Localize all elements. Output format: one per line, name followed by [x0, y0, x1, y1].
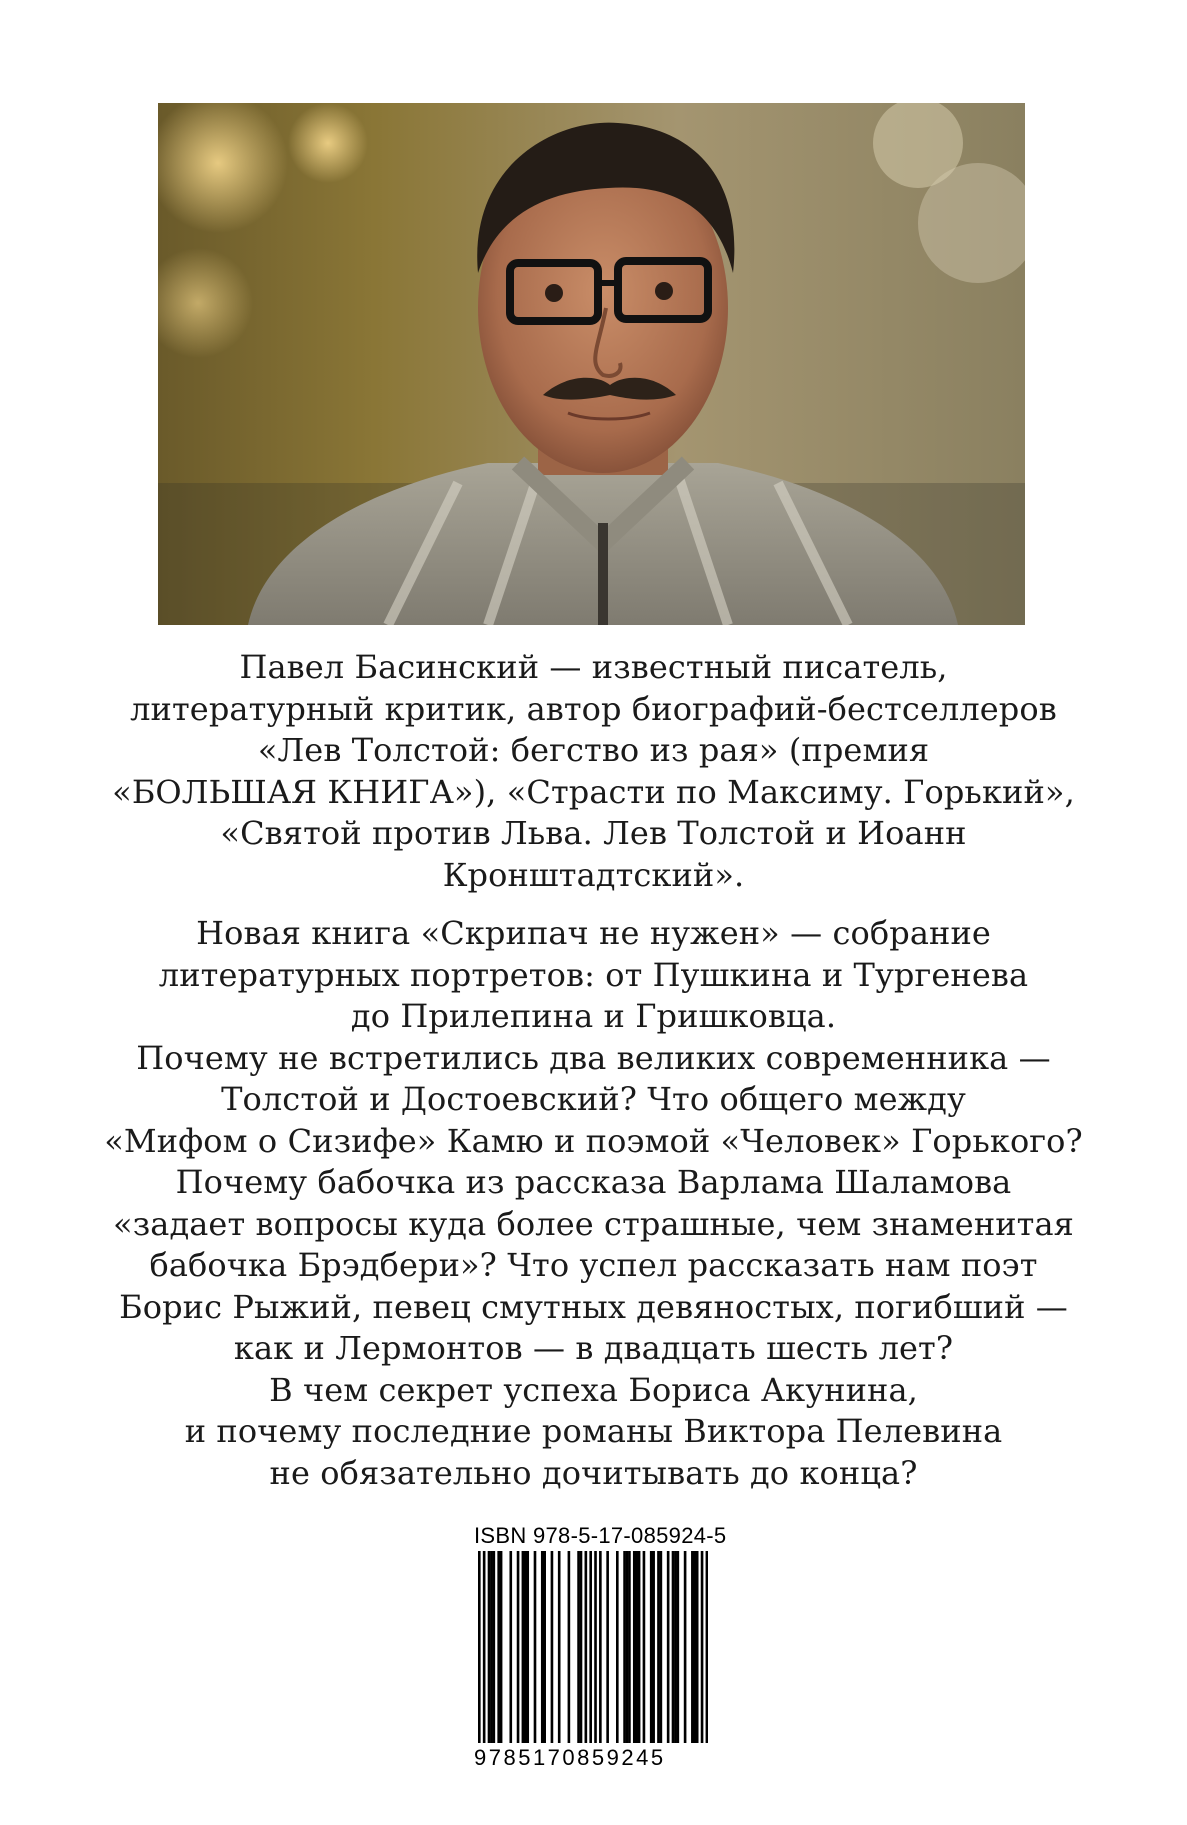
barcode-bar: [672, 1551, 675, 1743]
barcode-bar: [490, 1551, 493, 1743]
author-bio: [100, 647, 1087, 896]
barcode-bar: [483, 1551, 486, 1743]
barcode-bar: [626, 1551, 629, 1743]
bio-line: «Лев Толстой: бегство из рая» (премия: [257, 731, 930, 769]
barcode-bar: [606, 1551, 609, 1743]
barcode-bar: [568, 1551, 571, 1743]
barcode-bar: [580, 1551, 583, 1743]
barcode-bar: [701, 1551, 704, 1743]
description-line: «Мифом о Сизифе» Камю и поэмой «Человек» Горького?: [104, 1121, 1083, 1160]
barcode-bar: [616, 1551, 619, 1743]
barcode-bar: [650, 1551, 653, 1743]
barcode-bar: [589, 1551, 592, 1743]
barcode-bar: [638, 1551, 641, 1743]
barcode-bar: [696, 1551, 699, 1743]
bio-line: «БОЛЬШАЯ КНИГА»), «Страсти по Максиму. Горький»,: [112, 772, 1075, 811]
barcode-bar: [497, 1551, 500, 1743]
barcode-bar: [628, 1551, 631, 1743]
description-line: Новая книга «Скрипач не нужен» — собрание: [196, 914, 991, 952]
description-line: Почему бабочка из рассказа Варлама Шаламова: [175, 1163, 1012, 1201]
barcode-bar: [635, 1551, 638, 1743]
description-line: В чем секрет успеха Бориса Акунина,: [269, 1370, 918, 1409]
barcode-bar: [623, 1551, 626, 1743]
barcode-bar: [691, 1551, 694, 1743]
description-line: и почему последние романы Виктора Пелевина: [184, 1412, 1003, 1450]
barcode-bar: [599, 1551, 602, 1743]
description-line: литературных портретов: от Пушкина и Тургенева: [158, 955, 1029, 994]
description-line: не обязательно дочитывать до конца?: [269, 1453, 918, 1492]
bio-line: литературный критик, автор биографий-бестселлеров: [130, 689, 1057, 728]
barcode-bar: [577, 1551, 580, 1743]
barcode-bar: [524, 1551, 527, 1743]
barcode-bar: [706, 1551, 708, 1743]
barcode-bars: [478, 1551, 708, 1743]
barcode-bar: [478, 1551, 481, 1743]
author-photo: [158, 103, 1025, 625]
description-line: до Прилепина и Гришковца.: [350, 997, 837, 1035]
barcode-bar: [693, 1551, 696, 1743]
barcode-bar: [509, 1551, 512, 1743]
description-line: как и Лермонтов — в двадцать шесть лет?: [233, 1329, 954, 1367]
barcode-bar: [684, 1551, 687, 1743]
bio-line: Павел Басинский — известный писатель,: [239, 648, 948, 686]
description-line: «задает вопросы куда более страшные, чем знаменитая: [113, 1204, 1074, 1243]
barcode-icon: [478, 1551, 708, 1743]
book-description: [100, 913, 1087, 1494]
barcode-bar: [493, 1551, 496, 1743]
barcode-bar: [522, 1551, 525, 1743]
barcode-bar: [657, 1551, 660, 1743]
barcode-bar: [488, 1551, 491, 1743]
description-line: Борис Рыжий, певец смутных девяностых, погибший —: [119, 1287, 1068, 1326]
ean-digits: 9785170859245: [474, 1745, 666, 1770]
description-line: Толстой и Достоевский? Что общего между: [221, 1080, 966, 1118]
barcode-bar: [541, 1551, 544, 1743]
portrait-photo-icon: [158, 103, 1025, 625]
barcode-bar: [674, 1551, 677, 1743]
description-line: Почему не встретились два великих современника —: [136, 1038, 1051, 1077]
barcode-bar: [517, 1551, 520, 1743]
barcode-bar: [677, 1551, 680, 1743]
barcode-bar: [594, 1551, 597, 1743]
bio-line: «Святой против Льва. Лев Толстой и Иоанн: [220, 814, 967, 852]
barcode-bar: [526, 1551, 529, 1743]
barcode-bar: [543, 1551, 546, 1743]
barcode-bar: [585, 1551, 588, 1743]
barcode-bar: [643, 1551, 646, 1743]
isbn-barcode: [474, 1523, 727, 1770]
barcode-bar: [534, 1551, 537, 1743]
barcode-bar: [551, 1551, 554, 1743]
barcode-bar: [500, 1551, 503, 1743]
barcode-bar: [652, 1551, 655, 1743]
barcode-bar: [633, 1551, 636, 1743]
description-line: бабочка Брэдбери»? Что успел рассказать нам поэт: [149, 1246, 1038, 1284]
barcode-bar: [667, 1551, 670, 1743]
barcode-bar: [558, 1551, 561, 1743]
barcode-bar: [660, 1551, 663, 1743]
isbn-label: ISBN 978-5-17-085924-5: [474, 1523, 727, 1548]
bio-line: Кронштадтский».: [442, 855, 745, 894]
